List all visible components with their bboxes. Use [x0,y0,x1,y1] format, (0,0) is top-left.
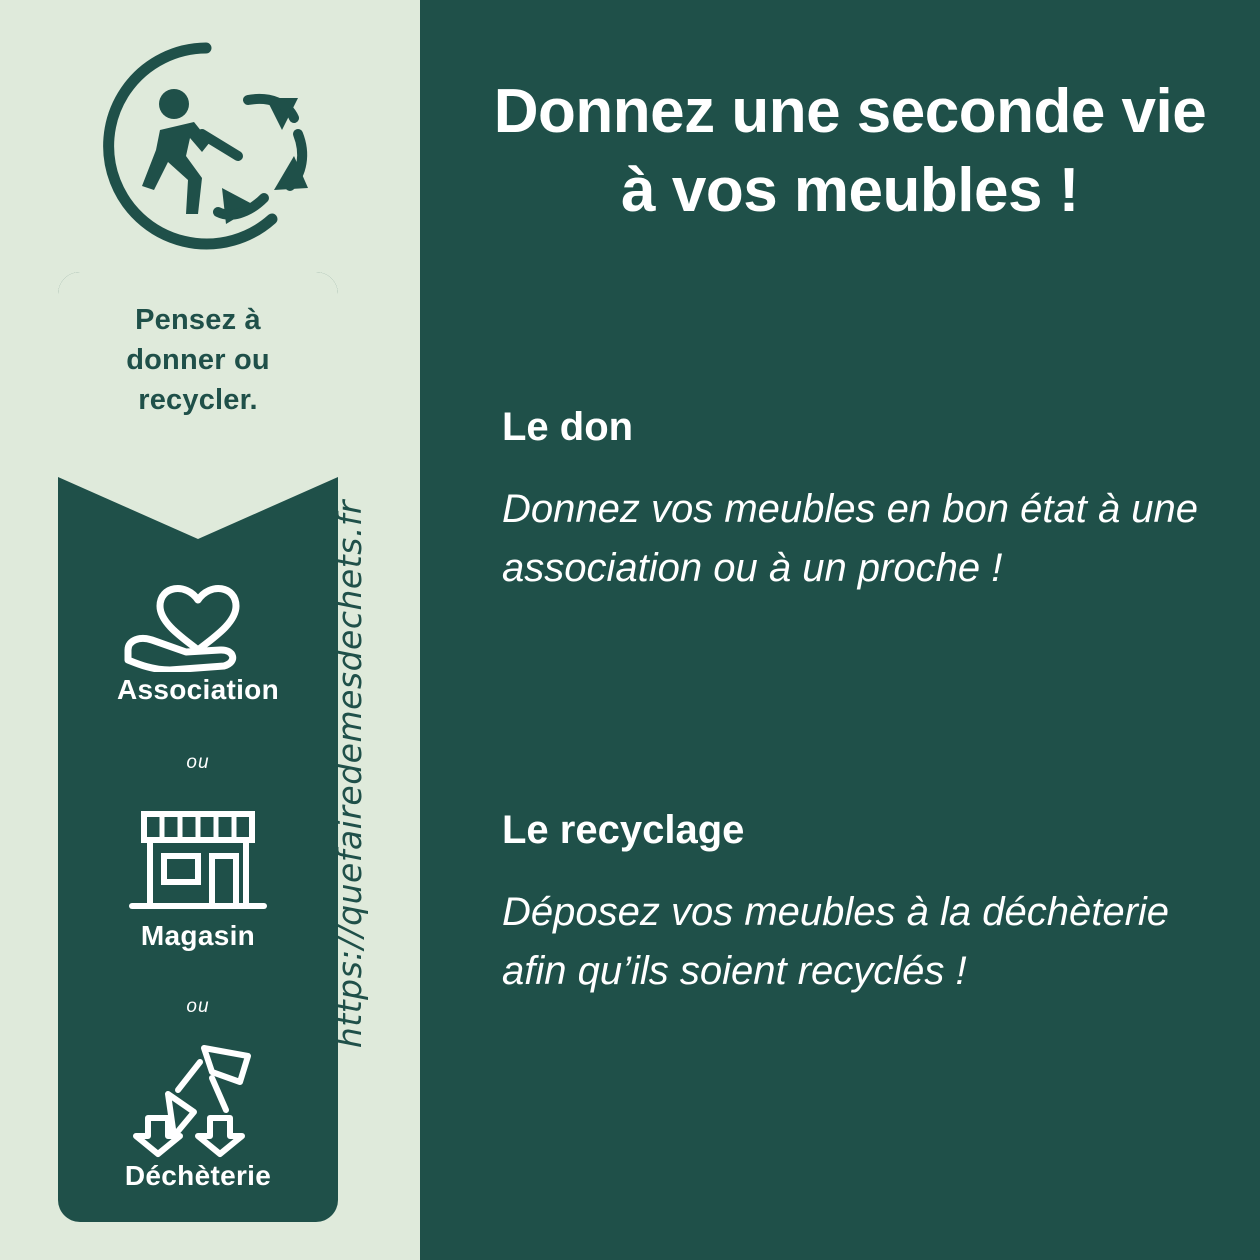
person-recycling-icon [98,38,314,254]
section-le-don [502,405,1222,598]
step-magasin [58,800,338,952]
step-dechèterie [58,1040,338,1192]
section-le-don-body: Donnez vos meubles en bon état à une association ou à un proche ! [502,487,1199,591]
advice-line-3: recycler. [138,384,258,417]
advice-tag-arrow [58,477,338,539]
advice-line-2: donner ou [126,344,270,377]
separator-ou-2: ou [186,996,210,1017]
website-url[interactable]: https://quefairedemesdechets.fr [330,500,369,1049]
step-dechèterie-label: Déchèterie [124,1160,272,1191]
section-le-don-title: Le don [502,405,634,449]
separator-ou-1: ou [186,752,210,773]
section-le-recyclage [502,808,1222,1001]
step-association [58,554,338,706]
waste-sorting-icon [58,1040,338,1156]
headline-line-1: Donnez une seconde vie [493,77,1207,146]
page-title [455,72,1245,231]
step-magasin-label: Magasin [140,920,256,951]
section-le-recyclage-body: Déposez vos meubles à la déchèterie afin qu’ils soient recyclés ! [502,890,1170,994]
headline-line-2: à vos meubles ! [621,156,1079,226]
step-association-label: Association [116,674,279,705]
advice-line-1: Pensez à [135,304,261,336]
section-le-recyclage-title: Le recyclage [502,808,745,852]
shop-icon [58,800,338,916]
advice-tag-text [58,300,338,420]
hand-heart-icon [58,554,338,670]
